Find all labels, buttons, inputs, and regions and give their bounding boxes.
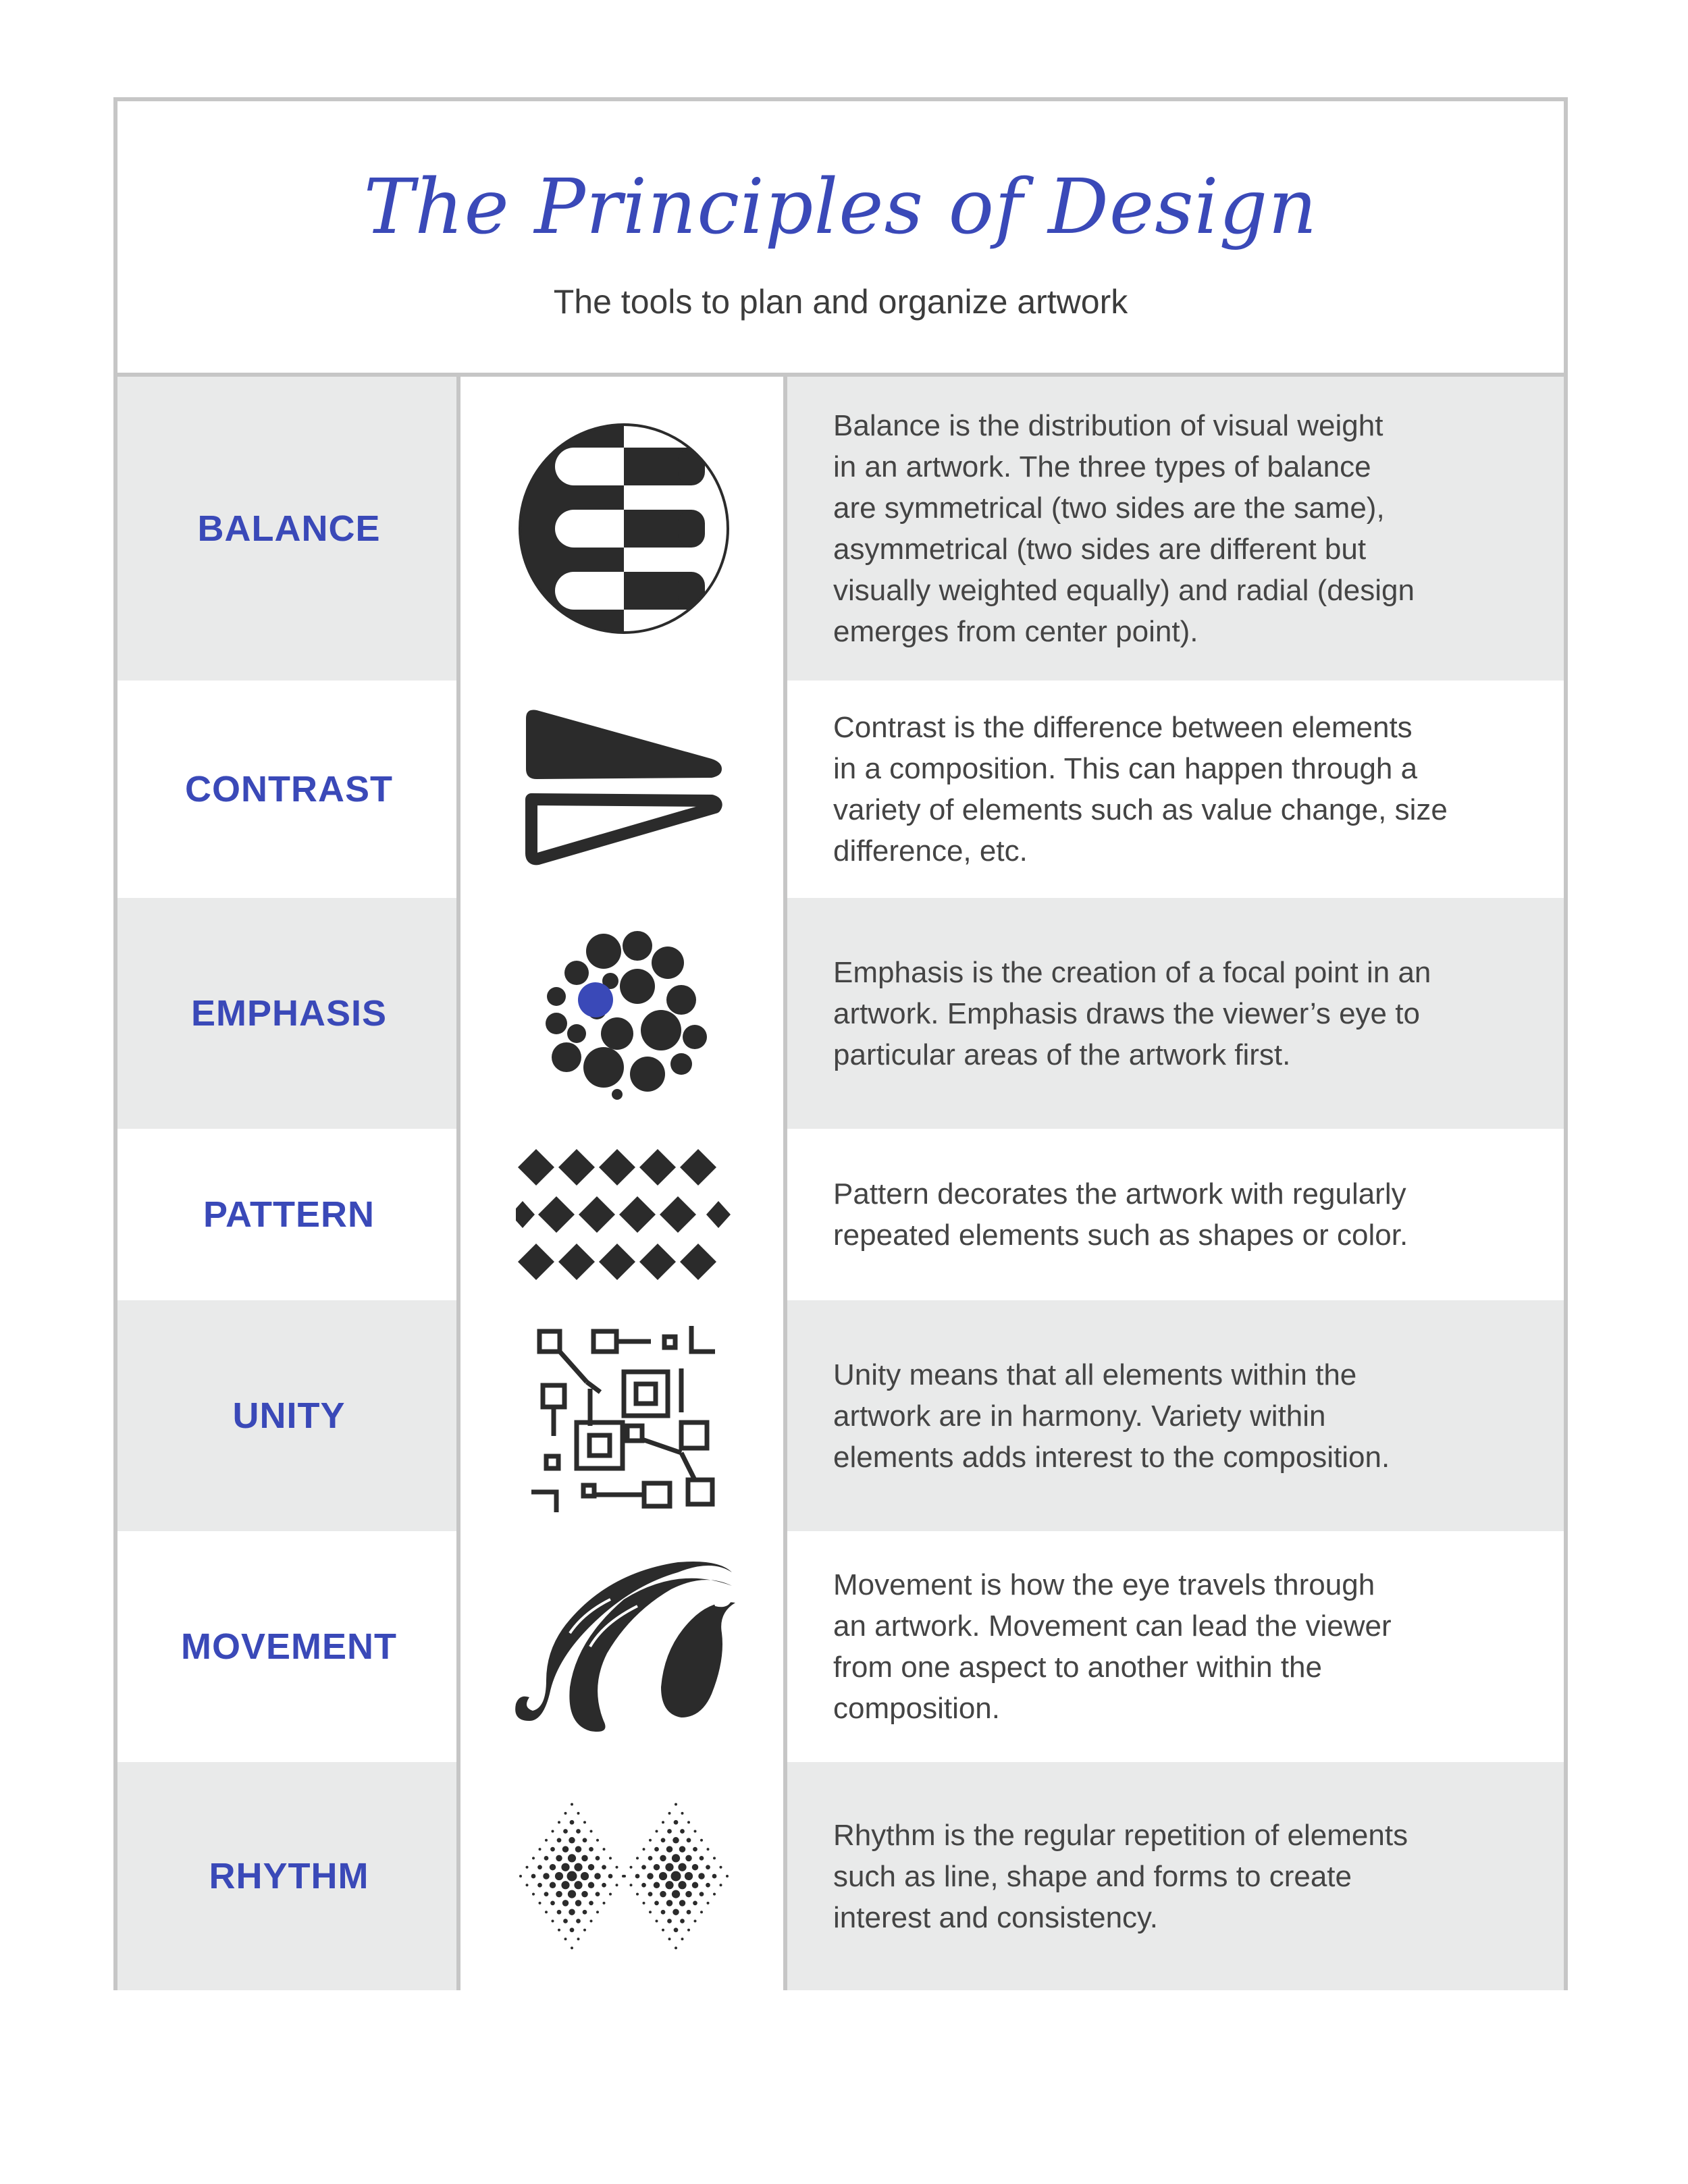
row-emphasis — [117, 898, 1564, 1129]
page-subtitle: The tools to plan and organize artwork — [553, 283, 1128, 321]
row-rhythm — [117, 1762, 1564, 1990]
movement-icon — [509, 1559, 739, 1734]
rhythm-icon — [519, 1795, 729, 1957]
principle-label: CONTRAST — [185, 769, 393, 809]
principle-description: Balance is the distribution of visual weight in an artwork. The three types of balance are symmetrical (two sides are the same), asymmetrical (two sides are different but visually weighted equally) and radial (design emerges from center point). — [833, 409, 1415, 648]
principle-label: UNITY — [117, 1300, 460, 1531]
emphasis-icon — [536, 926, 712, 1101]
principle-label: MOVEMENT — [180, 1626, 397, 1667]
row-unity — [117, 1300, 1564, 1531]
principles-table — [117, 377, 1564, 1990]
row-contrast — [117, 681, 1564, 898]
principles-sheet — [113, 97, 1568, 1990]
pattern-icon — [516, 1147, 732, 1282]
principle-description: Movement is how the eye travels through an artwork. Movement can lead the viewer from one aspect to another within the composition. — [833, 1568, 1392, 1725]
row-pattern — [117, 1129, 1564, 1300]
principle-description: Unity means that all elements within the artwork are in harmony. Variety within elements adds interest to the composition. — [833, 1358, 1390, 1474]
principle-label: RHYTHM — [117, 1762, 460, 1990]
principle-description: Pattern decorates the artwork with regularly repeated elements such as shapes or color. — [833, 1177, 1408, 1252]
page-title: The Principles of Design — [363, 163, 1318, 251]
principle-description: Emphasis is the creation of a focal point in an artwork. Emphasis draws the viewer’s eye to particular areas of the artwork first. — [833, 955, 1431, 1071]
principle-label: PATTERN — [203, 1194, 375, 1235]
column-divider — [456, 377, 460, 1990]
principle-description: Contrast is the difference between elements in a composition. This can happen through a variety of elements such as value change, size difference, etc. — [833, 711, 1448, 868]
principle-label: EMPHASIS — [117, 898, 460, 1129]
contrast-icon — [519, 705, 729, 874]
row-movement — [117, 1531, 1564, 1762]
column-divider — [783, 377, 787, 1990]
principle-description: Rhythm is the regular repetition of elements such as line, shape and forms to create interest and consistency. — [833, 1818, 1408, 1934]
header — [117, 101, 1564, 377]
row-balance — [117, 377, 1564, 681]
balance-icon — [516, 421, 732, 637]
principle-label: BALANCE — [117, 377, 460, 681]
unity-icon — [526, 1318, 722, 1514]
